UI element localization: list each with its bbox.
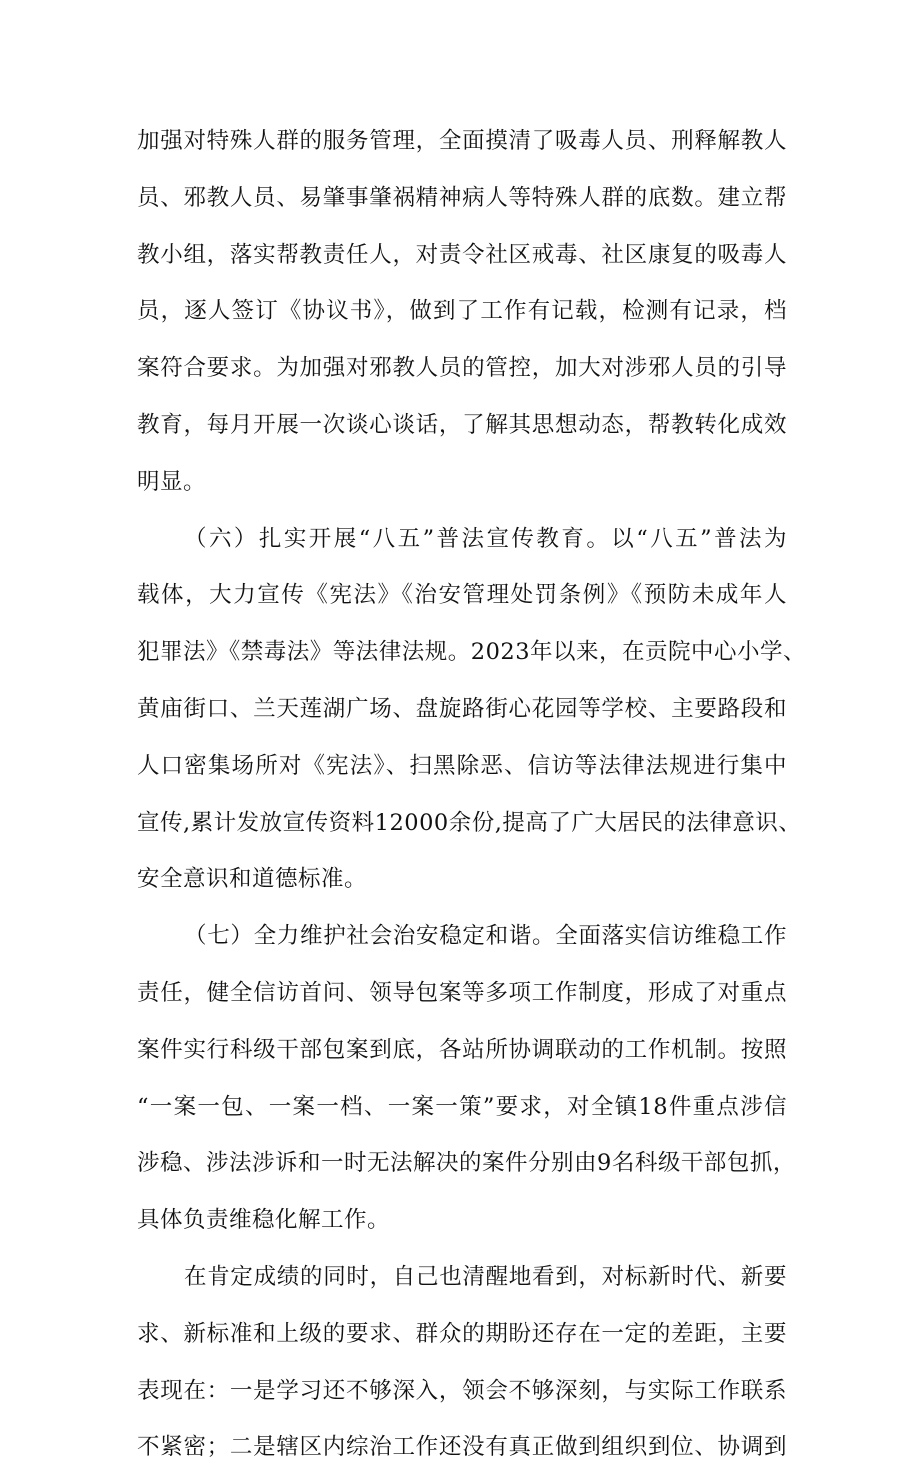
text-line: 明显。 [137,468,207,495]
text-line: 在肯定成绩的同时，自己也清醒地看到，对标新时代、新要 [184,1263,787,1290]
paragraph-social-stability [137,908,796,1249]
text-line: 表现在：一是学习还不够深入，领会不够深刻，与实际工作联系 [137,1377,787,1404]
paragraph-legal-education [137,511,807,909]
text-line: 黄庙街口、兰天莲湖广场、盘旋路街心花园等学校、主要路段和 [137,695,787,722]
text-line: 员，逐人签订《协议书》，做到了工作有记载，检测有记录，档 [137,298,787,325]
text-line: 涉稳、涉法涉诉和一时无法解决的案件分别由9名科级干部包抓， [137,1150,796,1177]
text-line: 宣传,累计发放宣传资料12000余份,提高了广大居民的法律意识、 [137,809,802,836]
paragraph-shortcomings [137,1249,787,1476]
text-line: 责任，健全信访首问、领导包案等多项工作制度，形成了对重点 [137,979,787,1006]
text-line: 安全意识和道德标准。 [137,866,368,893]
text-line: “一案一包、一案一档、一案一策”要求，对全镇18件重点涉信 [137,1093,787,1120]
text-line: （七）全力维护社会治安稳定和谐。全面落实信访维稳工作 [184,923,787,950]
document-page [137,113,807,1476]
text-line: 员、邪教人员、易肇事肇祸精神病人等特殊人群的底数。建立帮 [137,184,787,211]
text-line: 犯罪法》《禁毒法》等法律法规。2023年以来，在贡院中心小学、 [137,639,807,666]
text-line: 案符合要求。为加强对邪教人员的管控，加大对涉邪人员的引导 [137,355,787,382]
text-line: 人口密集场所对《宪法》、扫黑除恶、信访等法律法规进行集中 [137,752,787,779]
text-line: 案件实行科级干部包案到底，各站所协调联动的工作机制。按照 [137,1036,787,1063]
text-line: （六）扎实开展“八五”普法宣传教育。以“八五”普法为 [184,525,787,552]
text-line: 具体负责维稳化解工作。 [137,1207,391,1234]
text-line: 载体，大力宣传《宪法》《治安管理处罚条例》《预防未成年人 [137,582,787,609]
text-line: 加强对特殊人群的服务管理，全面摸清了吸毒人员、刑释解教人 [137,128,787,154]
text-line: 教小组，落实帮教责任人，对责令社区戒毒、社区康复的吸毒人 [137,241,787,268]
text-line: 教育，每月开展一次谈心谈话，了解其思想动态，帮教转化成效 [137,411,787,438]
paragraph-special-groups [137,113,787,511]
text-line: 求、新标准和上级的要求、群众的期盼还存在一定的差距，主要 [137,1320,787,1347]
text-line: 不紧密；二是辖区内综治工作还没有真正做到组织到位、协调到 [137,1434,787,1461]
